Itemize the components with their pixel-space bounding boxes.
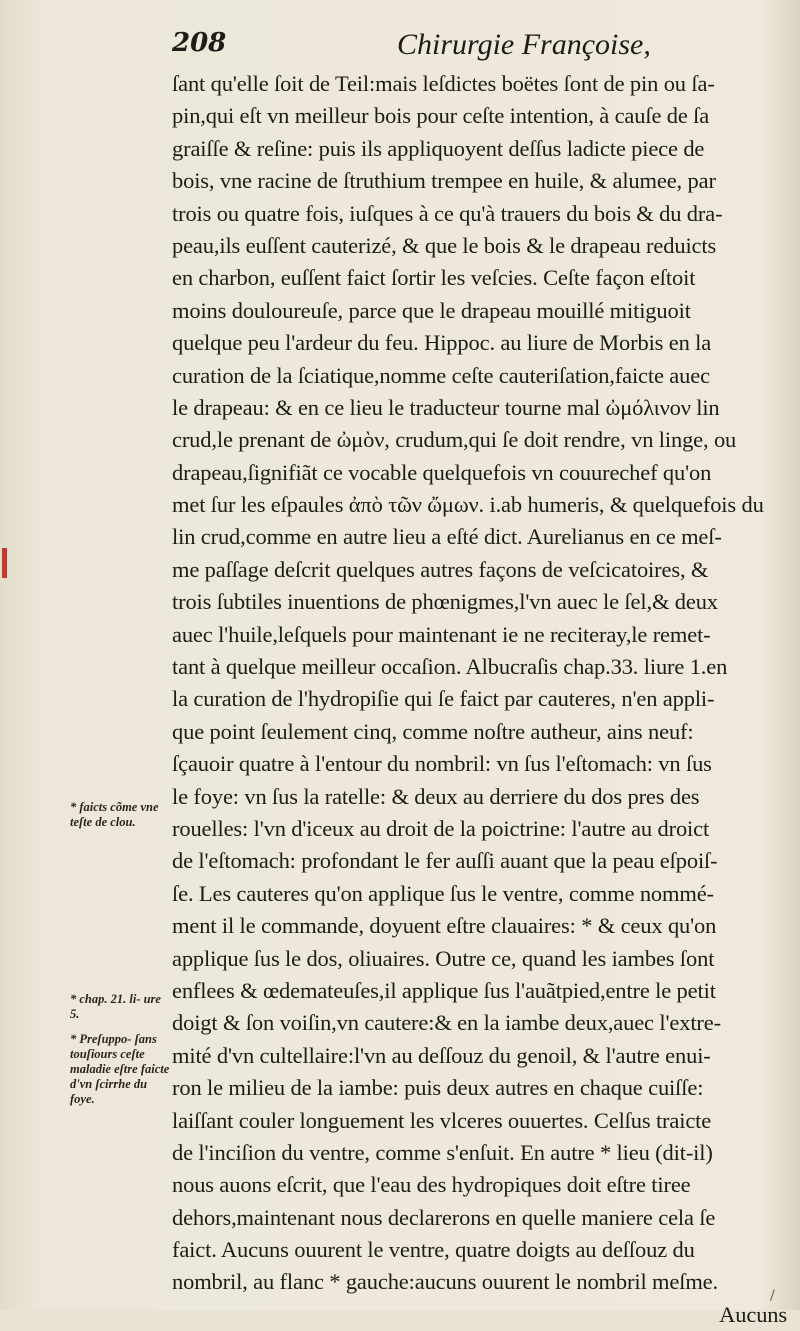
margin-note: * faicts cõme vne teſte de clou. [70,800,159,829]
text-line: faict. Aucuns ouurent le ventre, quatre doigts au deſſouz du [172,1237,695,1263]
text-line: trois ou quatre fois, iuſques à ce qu'à trauers du bois & du dra- [172,200,723,226]
text-line: de l'eſtomach: profondant le fer auſſi auant que la peau eſpoiſ- [172,848,718,874]
text-line: graiſſe & reſine: puis ils appliquoyent deſſus ladicte piece de [172,135,705,161]
text-line: en charbon, euſſent faict ſortir les veſcies. Ceſte façon eſtoit [172,265,696,291]
text-line: doigt & ſon voiſin,vn cautere:& en la iambe deux,auec l'extre- [172,1010,721,1036]
text-line: curation de la ſciatique,nomme ceſte cauteriſation,faicte auec [172,362,710,388]
text-line: ſant qu'elle ſoit de Teil:mais leſdictes boëtes ſont de pin ou ſa- [172,71,715,96]
margin-note: * chap. 21. li- ure 5. [70,992,161,1021]
text-line: auec l'huile,leſquels pour maintenant ie ne reciteray,le remet- [172,621,711,647]
text-line: ſe. Les cauteres qu'on applique ſus le ventre, comme nommé- [172,880,714,906]
text-line: de l'inciſion du ventre, comme s'enſuit. En autre * lieu (dit-il) [172,1139,713,1165]
catchword: Aucuns [719,1301,787,1327]
text-line: laiſſant couler longuement les vlceres ouuertes. Celſus traicte [172,1107,712,1133]
text-line: nombril, au flanc * gauche:aucuns ouurent le nombril meſme. [172,1269,718,1295]
page-edge-mark [2,548,7,578]
text-line: enflees & œdemateuſes,il applique ſus l'auãtpied,entre le petit [172,977,716,1003]
bottom-mark: / [770,1288,775,1304]
text-line: mité d'vn cultellaire:l'vn au deſſouz du genoil, & l'autre enui- [172,1042,711,1068]
running-title: Chirurgie Françoise, [397,28,651,61]
text-line: dehors,maintenant nous declarerons en quelle maniere cela ſe [172,1204,716,1230]
text-line: peau,ils euſſent cauterizé, & que le bois & le drapeau reduicts [172,232,717,258]
text-line: ſçauoir quatre à l'entour du nombril: vn ſus l'eſtomach: vn ſus [172,751,712,777]
margin-note: * Preſuppo- ſans touſiours ceſte maladie eſtre faicte d'vn ſcirrhe du foye. [70,1032,170,1106]
text-line: ron le milieu de la iambe: puis deux autres en chaque cuiſſe: [172,1075,704,1101]
page-number: 208 [172,28,227,58]
text-line: rouelles: l'vn d'iceux au droit de la poictrine: l'autre au droict [172,815,710,841]
text-body [172,68,787,1331]
text-line: quelque peu l'ardeur du feu. Hippoc. au liure de Morbis en la [172,330,712,356]
text-line: crud,le prenant de ὠμὸν, crudum,qui ſe doit rendre, vn linge, ou [172,427,737,453]
text-line: bois, vne racine de ſtruthium trempee en huile, & alumee, par [172,168,716,194]
page-header [172,28,772,68]
text-line: tant à quelque meilleur occaſion. Albucraſis chap.33. liure 1.en [172,654,728,680]
text-line: moins douloureuſe, parce que le drapeau mouillé mitiguoit [172,297,691,323]
text-line: drapeau,ſignifiãt ce vocable quelquefois vn couurechef qu'on [172,459,712,485]
text-line: le drapeau: & en ce lieu le traducteur tourne mal ὠμόλινον lin [172,394,720,420]
text-line: nous auons eſcrit, que l'eau des hydropiques doit eſtre tiree [172,1172,691,1198]
text-line: la curation de l'hydropiſie qui ſe faict par cauteres, n'en appli- [172,686,715,712]
text-line: trois ſubtiles inuentions de phœnigmes,l'vn auec le ſel,& deux [172,589,718,615]
text-line: met ſur les eſpaules ἀπὸ τῶν ὤμων. i.ab humeris, & quelquefois du [172,492,764,518]
text-line: le foye: vn ſus la ratelle: & deux au derriere du dos pres des [172,783,700,809]
text-line: lin crud,comme en autre lieu a eſté dict. Aurelianus en ce meſ- [172,524,722,550]
text-line: que point ſeulement cinq, comme noſtre autheur, ains neuf: [172,718,694,744]
text-line: ment il le commande, doyuent eſtre clauaires: * & ceux qu'on [172,913,717,939]
text-line: applique ſus le dos, oliuaires. Outre ce, quand les iambes ſont [172,945,715,971]
text-line: pin,qui eſt vn meilleur bois pour ceſte intention, à cauſe de ſa [172,103,710,129]
text-line: me paſſage deſcrit quelques autres façons de veſcicatoires, & [172,556,709,582]
